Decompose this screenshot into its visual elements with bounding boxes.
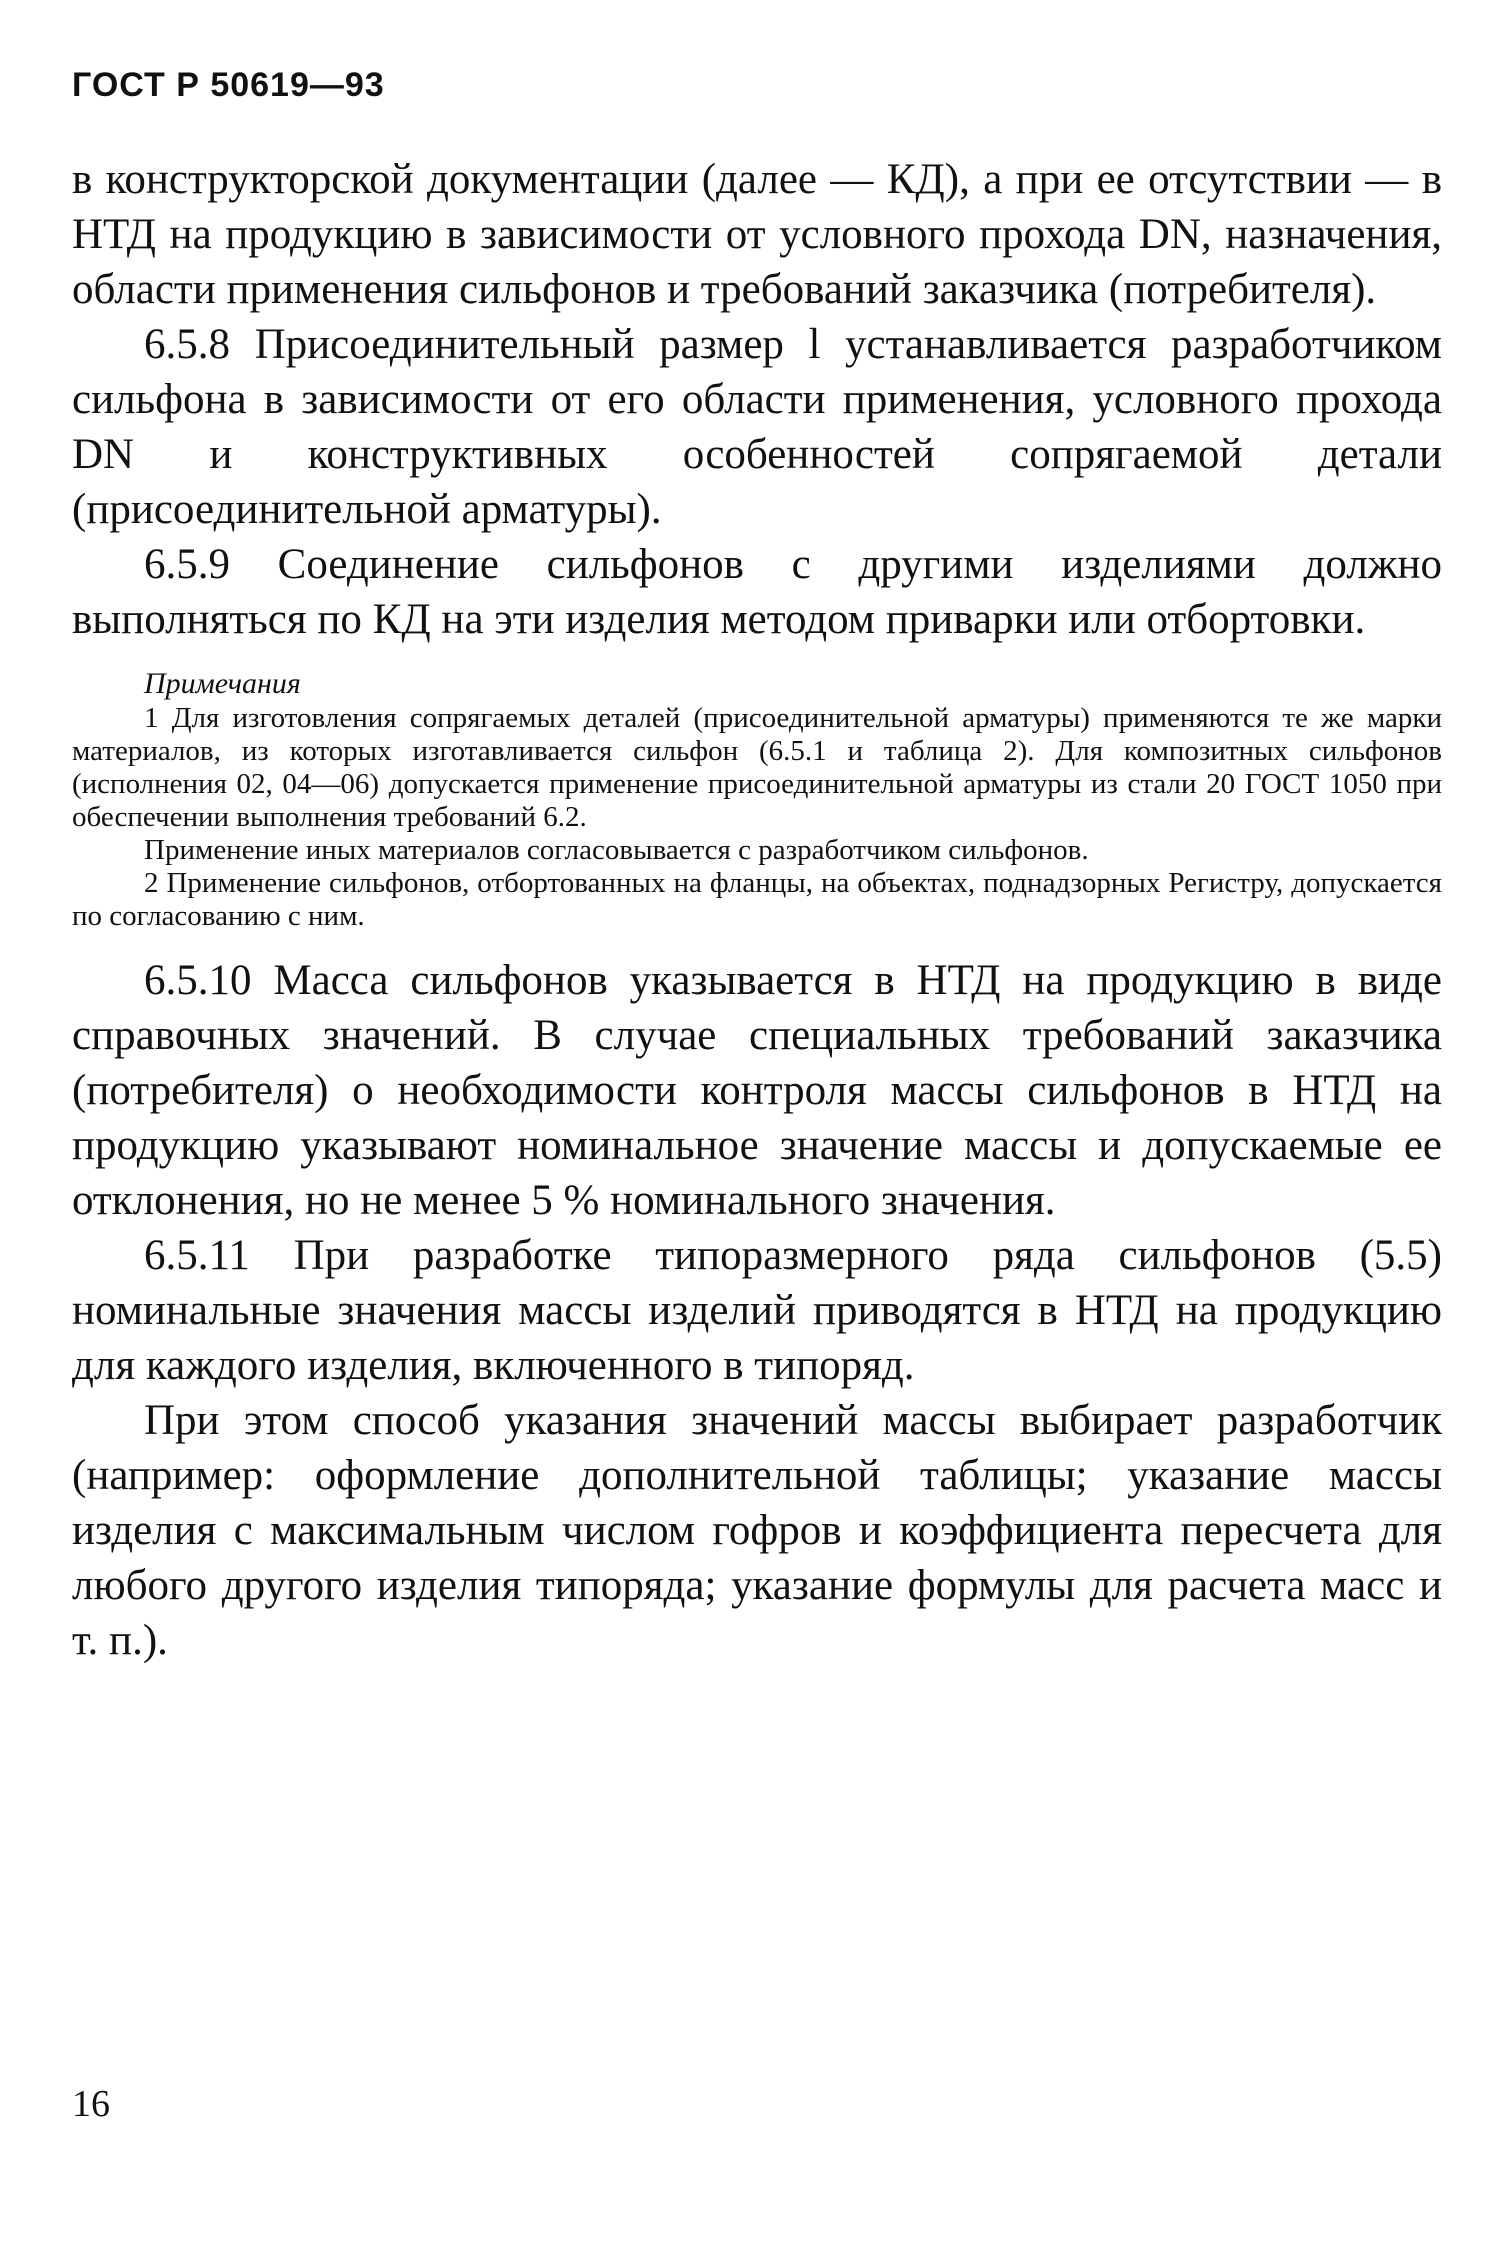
note-1: 1 Для изготовления сопрягаемых деталей (присоединительной арматуры) применяются те же марки материалов, из которых изготавливается сильфон (6.5.1 и таблица 2). Для композитных сильфонов (исполнения 02, 04—06) допускается применение присоединительной арматуры из стали 20 ГОСТ 1050 при обеспечении выполнения требований 6.2. xyxy=(72,702,1442,833)
document-header: ГОСТ Р 50619—93 xyxy=(72,66,385,104)
paragraph-6-5-8: 6.5.8 Присоединительный размер l устанавливается разработчиком сильфона в зависимости от его области применения, условного прохода DN и конструктивных особенностей сопрягаемой детали (присоединительной арматуры). xyxy=(72,321,1442,533)
paragraph-6-5-11-continuation: При этом способ указания значений массы выбирает разработчик (например: оформление дополнительной таблицы; указание массы изделия с максимальным числом гофров и коэффициента пересчета для любого другого изделия типоряда; указание формулы для расчета масс и т. п.). xyxy=(72,1397,1442,1664)
paragraph-continuation: в конструкторской документации (далее — КД), а при ее отсутствии — в НТД на продукцию в зависимости от условного прохода DN, назначения, области применения сильфонов и требований заказчика (потребителя). xyxy=(72,156,1442,313)
document-body xyxy=(72,152,1442,1668)
paragraphs-after-notes xyxy=(72,953,1442,1668)
paragraph-6-5-10: 6.5.10 Масса сильфонов указывается в НТД на продукцию в виде справочных значений. В случае специальных требований заказчика (потребителя) о необходимости контроля массы сильфонов в НТД на продукцию указывают номинальное значение массы и допускаемые ее отклонения, но не менее 5 % номинального значения. xyxy=(72,957,1442,1224)
paragraph-6-5-11: 6.5.11 При разработке типоразмерного ряда сильфонов (5.5) номинальные значения массы изделий приводятся в НТД на продукцию для каждого изделия, включенного в типоряд. xyxy=(72,1232,1442,1389)
note-2: 2 Применение сильфонов, отбортованных на фланцы, на объектах, поднадзорных Регистру, допускается по согласованию с ним. xyxy=(72,867,1442,932)
notes-title: Примечания xyxy=(144,667,301,700)
notes-block xyxy=(72,667,1442,933)
note-1-continuation: Применение иных материалов согласовывается с разработчиком сильфонов. xyxy=(144,834,1089,866)
page-number: 16 xyxy=(72,2083,110,2125)
paragraph-6-5-9: 6.5.9 Соединение сильфонов с другими изделиями должно выполняться по КД на эти изделия методом приварки или отбортовки. xyxy=(72,541,1442,643)
